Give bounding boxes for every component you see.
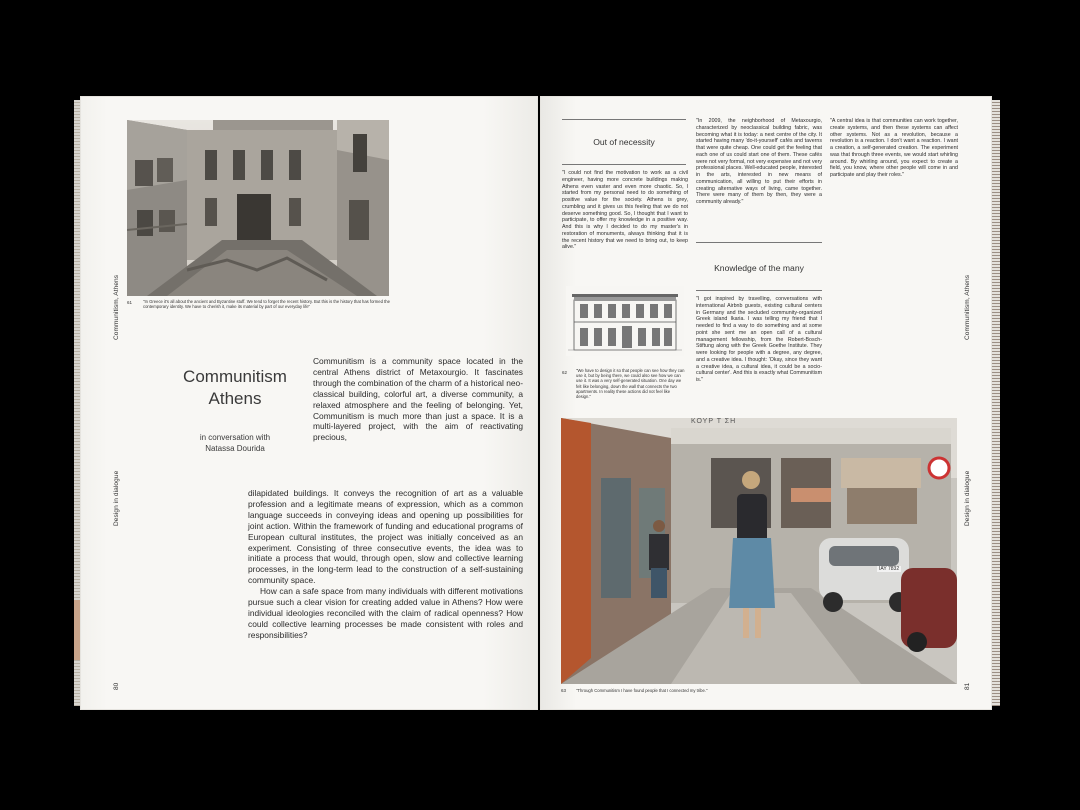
section-1-heading: Out of necessity bbox=[593, 137, 655, 147]
figure-62-number: 62 bbox=[562, 370, 568, 375]
courtyard-illustration bbox=[127, 120, 389, 296]
subtitle-line-1: in conversation with bbox=[199, 433, 271, 442]
figure-62-caption: "We have to design it so that people can see how they can use it, but by being there, we could also see how we can use it. It was a very self-generated situation. One day we felt like belonging, down the wall that connects the two apartments. In reality these actions did not feel like design." bbox=[576, 368, 685, 400]
street-photo bbox=[561, 418, 957, 684]
article-subtitle bbox=[165, 432, 305, 454]
section-2-heading: Knowledge of the many bbox=[714, 263, 804, 273]
section-2-rule-bottom bbox=[696, 290, 822, 291]
title-line-2: Athens bbox=[208, 389, 262, 408]
page-edge-right bbox=[992, 100, 1000, 706]
subtitle-line-2: Natassa Dourida bbox=[205, 444, 265, 453]
street-illustration bbox=[561, 418, 957, 684]
courtyard-photo bbox=[127, 120, 389, 296]
section-1-rule-bottom bbox=[562, 164, 686, 165]
page-number-left: 80 bbox=[113, 682, 120, 690]
figure-63-number: 63 bbox=[561, 688, 567, 693]
title-line-1: Communitism bbox=[183, 367, 287, 386]
intro-questions: How can a safe space from many individuals with different motivations pursue such a clear vision for creating added value in Athens? How were individual ideologies reconciled with the claim of radical openness? How could collective learning processes be made consistent with roles and responsibilities? bbox=[248, 586, 523, 640]
figure-61-caption: "In Greece it's all about the ancient and Byzantine stuff. We tend to forget the recent history. But this is the history that has formed the contemporary identity. We have to cherish it, make its material by part of our everyday life" bbox=[143, 299, 390, 310]
license-plate: ΙΑΥ 7832 bbox=[879, 566, 900, 572]
section-1-quote: "I could not find the motivation to work as a civil engineer, having more concrete buildings making Athens even vaster and even more chaotic. So, I started from my personal need to do something of positive value for the society. Athens is grey, crumbling and it gives us this feeling that we do not deserve something good. So, I thought that I want to participate, to offer my knowledge in a positive way. And this is why I decided to do my master's in restoration of monuments, always thinking that it is the recent history that we need to bring out, to keep alive." bbox=[562, 170, 688, 251]
section-1-rule-top bbox=[562, 119, 686, 120]
facade-illustration bbox=[566, 286, 684, 356]
intro-paragraph-continued: dilapidated buildings. It conveys the recognition of art as a valuable profession and a legitimate means of expression, which as a common language succeeds in conveying ideas and opening up possibilities for joint action. Within the framework of funding and educational programs of European cultural institutes, the project was initially conceived as an experiment. Consisting of three consecutive events, the idea was to initiate a process that would, through open, slow and collective learning processes, in the long-term lead to the construction of a self-sustaining community space. bbox=[248, 488, 523, 586]
facade-drawing bbox=[566, 286, 684, 356]
column-3-text: "A central idea is that communities can work together, create systems, and then these systems can affect other systems. Not as a revolution, because a revolution is a reaction. I don't want a reaction. I want a creation, a self-generated creation. The experiment was that through three events, we would start whirling around. By whirling around, you expect to create a field, you know, where other people will come in and participate and play their roles." bbox=[830, 118, 958, 178]
article-title bbox=[150, 366, 320, 410]
intro-paragraph-narrow: Communitism is a community space located in the central Athens district of Metaxourgio. It fascinates through the combination of the charm of a historical neo-classical building, colorful art, a diverse community, a relaxed atmosphere and the feeling of belonging. Yet, Communitism is much more than just a space. It is a multi-layered project, with the aim of reactivating precious, bbox=[313, 356, 523, 443]
running-head-left-top: Communitism, Athens bbox=[113, 274, 120, 340]
running-head-left-bottom: Design in dialogue bbox=[113, 470, 120, 526]
column-2-lower-text: "I got inspired by travelling, conversations with international Airbnb guests, existing cultural centers in Germany and the secluded community-organized Greek island Ikaria. I was telling my friend that I needed to find a way to do something and at some point she sent me an open call of a cultural management fellowship, from the Robert-Bosch-Stiftung along with the Greek Goethe Institute. They were looking for people with a degree, any degree, and a creative idea. I thought: 'Okay, since they want a creative idea, a cultural idea, it could be a socio-cultural center'. And this is exactly what Communitism is." bbox=[696, 296, 822, 383]
running-head-right-bottom: Design in dialogue bbox=[964, 470, 971, 526]
figure-63-caption: "Through Communitism I have found people that I connected my tribe." bbox=[576, 688, 708, 693]
figure-61-number: 61 bbox=[127, 300, 133, 305]
running-head-right-top: Communitism, Athens bbox=[964, 274, 971, 340]
section-2-rule-top bbox=[696, 242, 822, 243]
car-red bbox=[901, 568, 957, 652]
column-2-text: "In 2009, the neighborhood of Metaxourgio, characterized by neoclassical building fabric, was becoming what it is today: a next centre of the city. It started having many 'do-it-yourself' cafés and taverns that were quite cheap. One could get the feeling that each one of us could start one of them. These cafés were not very formal, not very expensive and not very professional places. Well-educated people, interested in the arts, interested in new means of communication, all willing to put their efforts in creating alternative ways of living, came together. There were many of them by then, they were a community already." bbox=[696, 118, 822, 205]
shop-sign: ΚΟΥΡ Τ ΣΗ bbox=[691, 418, 737, 425]
page-number-right: 81 bbox=[964, 682, 971, 690]
intro-paragraph-wide bbox=[248, 488, 523, 641]
